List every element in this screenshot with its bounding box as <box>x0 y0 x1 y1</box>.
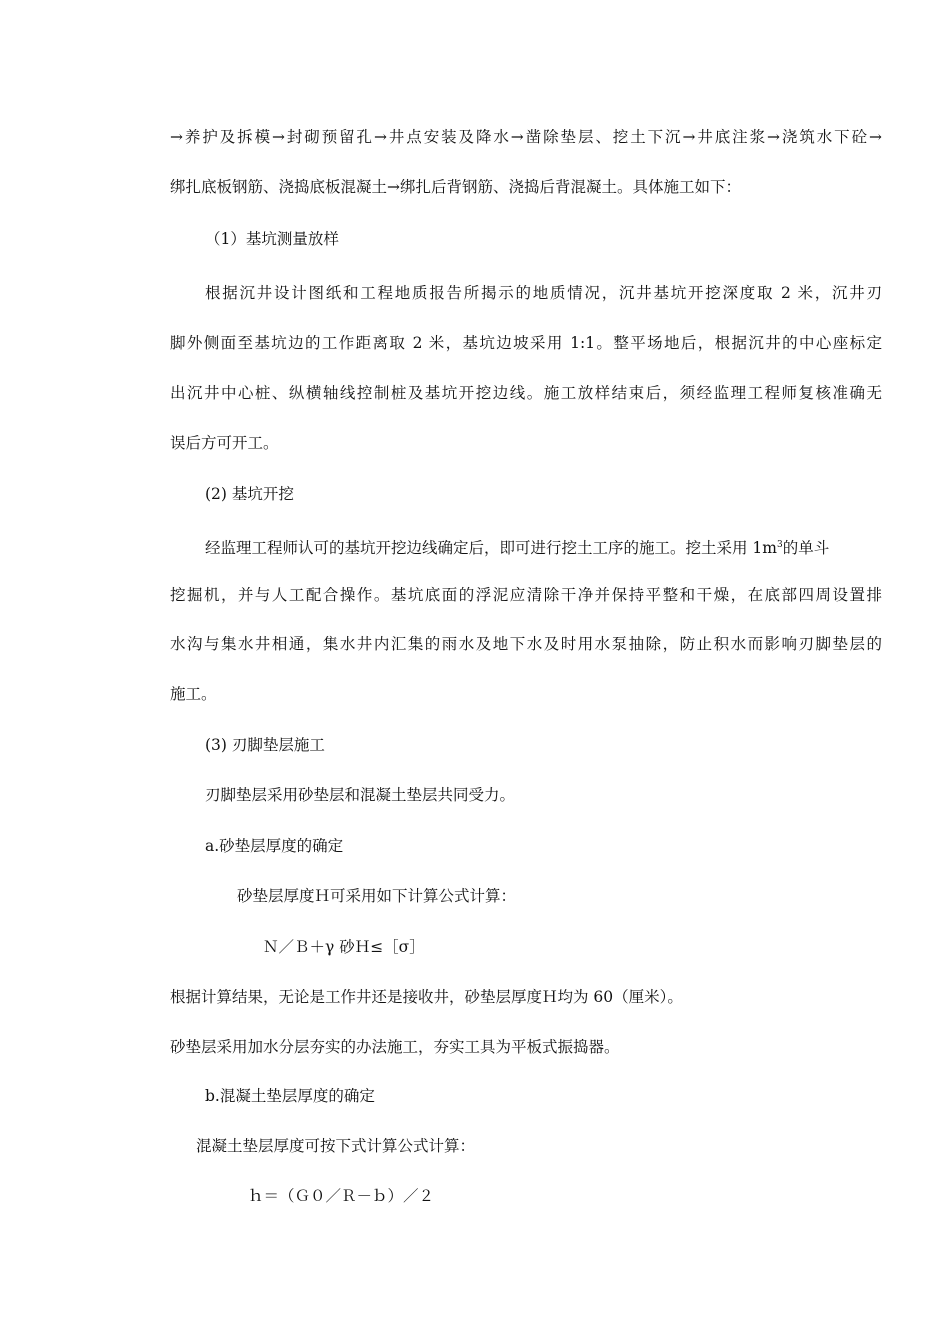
section-heading: （1）基坑测量放样 <box>205 230 339 248</box>
paragraph-line: 混凝土垫层厚度可按下式计算公式计算： <box>196 1137 476 1155</box>
body-text-line: →养护及拆模→封砌预留孔→井点安装及降水→凿除垫层、挖土下沉→井底注浆→浇筑水下砼→ <box>170 128 882 146</box>
paragraph-text: 的单斗 <box>782 539 830 557</box>
paragraph-line: 施工。 <box>170 685 217 703</box>
section-heading: (2) 基坑开挖 <box>205 485 294 503</box>
paragraph-line: 根据沉井设计图纸和工程地质报告所揭示的地质情况，沉井基坑开挖深度取 2 米，沉井刃 <box>205 284 882 302</box>
subheading: b.混凝土垫层厚度的确定 <box>205 1087 375 1105</box>
paragraph-line <box>205 535 882 558</box>
paragraph-line: 误后方可开工。 <box>170 434 279 452</box>
paragraph-line: 出沉井中心桩、纵横轴线控制桩及基坑开挖边线。施工放样结束后，须经监理工程师复核准确无 <box>170 384 882 402</box>
section-heading: (3) 刃脚垫层施工 <box>205 736 325 754</box>
paragraph-line: 挖掘机，并与人工配合操作。基坑底面的浮泥应清除干净并保持平整和干燥，在底部四周设置排 <box>170 586 882 604</box>
superscript: 3 <box>777 540 783 550</box>
paragraph-line: 水沟与集水井相通，集水井内汇集的雨水及地下水及时用水泵抽除，防止积水而影响刃脚垫层的 <box>170 635 882 653</box>
subheading: a.砂垫层厚度的确定 <box>205 837 344 855</box>
formula: Ｎ／Ｂ＋γ 砂Ｈ≤［σ］ <box>263 938 425 956</box>
formula: ｈ＝（Ｇ０／Ｒ－ｂ）／２ <box>248 1187 435 1205</box>
paragraph-line: 脚外侧面至基坑边的工作距离取 2 米，基坑边坡采用 1:1。整平场地后，根据沉井的中心座标定 <box>170 334 882 352</box>
paragraph-line: 砂垫层厚度Ｈ可采用如下计算公式计算： <box>237 887 517 905</box>
body-text-line: 绑扎底板钢筋、浇捣底板混凝土→绑扎后背钢筋、浇捣后背混凝土。具体施工如下： <box>170 178 741 196</box>
paragraph-text: 经监理工程师认可的基坑开挖边线确定后，即可进行挖土工序的施工。挖土采用 1m <box>205 539 777 557</box>
paragraph-line: 根据计算结果，无论是工作井还是接收井，砂垫层厚度Ｈ均为 60（厘米）。 <box>170 988 683 1006</box>
paragraph-line: 刃脚垫层采用砂垫层和混凝土垫层共同受力。 <box>205 786 516 804</box>
paragraph-line: 砂垫层采用加水分层夯实的办法施工，夯实工具为平板式振捣器。 <box>170 1038 620 1056</box>
